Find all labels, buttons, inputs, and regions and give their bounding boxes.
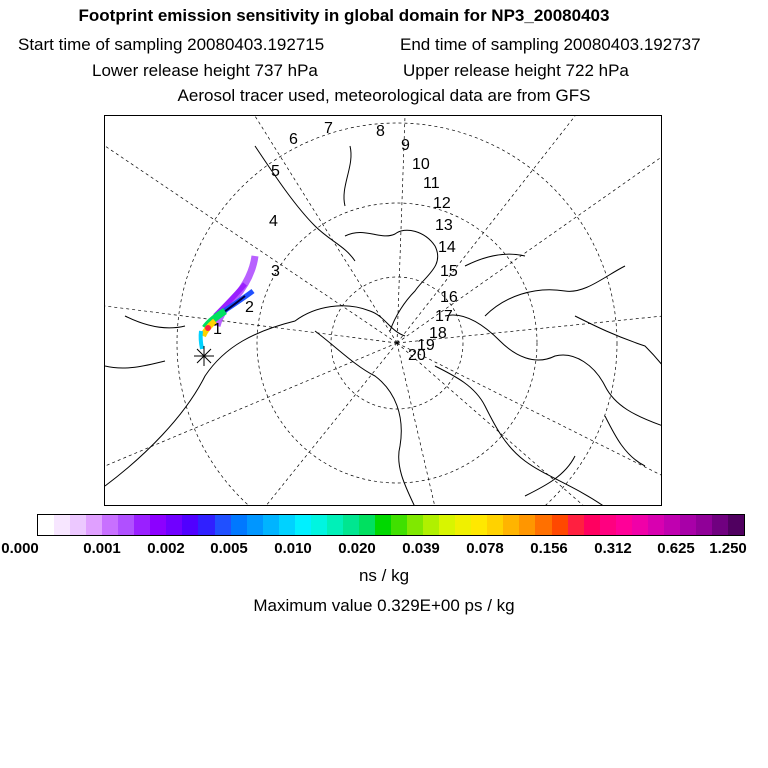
plot-title: Footprint emission sensitivity in global domain for NP3_20080403: [78, 6, 610, 25]
colorbar: [37, 514, 745, 536]
colorbar-swatch: [648, 515, 664, 535]
colorbar-swatch: [231, 515, 247, 535]
colorbar-swatch: [423, 515, 439, 535]
colorbar-swatch: [134, 515, 150, 535]
trajectory-label: 3: [271, 263, 280, 280]
colorbar-tick-label: 0.078: [466, 540, 504, 557]
colorbar-swatch: [552, 515, 568, 535]
trajectory-label: 6: [289, 131, 298, 148]
colorbar-swatch: [728, 515, 744, 535]
trajectory-label: 11: [423, 175, 440, 192]
colorbar-swatch: [198, 515, 214, 535]
colorbar-swatch: [215, 515, 231, 535]
trajectory-label: 20: [408, 347, 426, 364]
trajectory-label: 13: [435, 217, 453, 234]
colorbar-swatch: [616, 515, 632, 535]
colorbar-swatch: [263, 515, 279, 535]
colorbar-swatch: [295, 515, 311, 535]
colorbar-swatch: [102, 515, 118, 535]
trajectory-label: 9: [401, 137, 410, 154]
colorbar-tick-label: 0.002: [147, 540, 185, 557]
colorbar-swatch: [343, 515, 359, 535]
colorbar-swatch: [680, 515, 696, 535]
coastlines: [105, 146, 662, 506]
tracer-note: Aerosol tracer used, meteorological data are from GFS: [177, 86, 591, 105]
colorbar-tick-label: 0.312: [594, 540, 632, 557]
colorbar-swatch: [247, 515, 263, 535]
map-canvas: [105, 116, 662, 506]
colorbar-swatch: [327, 515, 343, 535]
colorbar-swatch: [407, 515, 423, 535]
colorbar-swatch: [86, 515, 102, 535]
colorbar-swatch: [696, 515, 712, 535]
colorbar-swatch: [568, 515, 584, 535]
colorbar-swatch: [584, 515, 600, 535]
trajectory-label: 16: [440, 289, 458, 306]
trajectory-label: 4: [269, 213, 278, 230]
colorbar-units: ns / kg: [358, 566, 410, 585]
trajectory-label: 12: [433, 195, 451, 212]
release-point-star-icon: [194, 346, 214, 366]
end-time-label: End time of sampling 20080403.192737: [400, 35, 701, 54]
colorbar-swatch: [712, 515, 728, 535]
footprint-map: [104, 115, 662, 506]
meridian-lines: [105, 116, 662, 506]
upper-release-height-label: Upper release height 722 hPa: [403, 61, 629, 80]
colorbar-swatch: [471, 515, 487, 535]
colorbar-tick-label: 0.020: [338, 540, 376, 557]
colorbar-tick-label: 0.625: [657, 540, 695, 557]
colorbar-swatch: [54, 515, 70, 535]
colorbar-tick-label: 0.010: [274, 540, 312, 557]
colorbar-swatch: [311, 515, 327, 535]
colorbar-tick-label: 0.000: [1, 540, 39, 557]
colorbar-swatch: [664, 515, 680, 535]
start-time-label: Start time of sampling 20080403.192715: [18, 35, 325, 54]
trajectory-label: 19: [417, 337, 435, 354]
trajectory-label: 5: [271, 163, 280, 180]
colorbar-swatch: [503, 515, 519, 535]
trajectory-label: 2: [245, 299, 254, 316]
colorbar-tick-label: 0.005: [210, 540, 248, 557]
colorbar-swatch: [439, 515, 455, 535]
colorbar-swatch: [359, 515, 375, 535]
colorbar-swatch: [600, 515, 616, 535]
trajectory-label: 10: [412, 156, 430, 173]
colorbar-swatch: [70, 515, 86, 535]
colorbar-swatch: [519, 515, 535, 535]
colorbar-swatch: [391, 515, 407, 535]
colorbar-swatch: [38, 515, 54, 535]
colorbar-swatch: [279, 515, 295, 535]
colorbar-swatch: [487, 515, 503, 535]
colorbar-swatch: [166, 515, 182, 535]
colorbar-swatch: [632, 515, 648, 535]
colorbar-tick-label: 0.156: [530, 540, 568, 557]
trajectory-label: 7: [324, 120, 333, 137]
trajectory-label: 15: [440, 263, 458, 280]
colorbar-swatch: [182, 515, 198, 535]
colorbar-swatch: [535, 515, 551, 535]
colorbar-swatch: [455, 515, 471, 535]
colorbar-swatch: [118, 515, 134, 535]
colorbar-swatch: [150, 515, 166, 535]
trajectory-label: 1: [213, 321, 222, 338]
colorbar-tick-label: 0.039: [402, 540, 440, 557]
lower-release-height-label: Lower release height 737 hPa: [92, 61, 318, 80]
trajectory-label: 18: [429, 325, 447, 342]
maximum-value-label: Maximum value 0.329E+00 ps / kg: [253, 596, 515, 615]
colorbar-swatch: [375, 515, 391, 535]
colorbar-tick-label: 0.001: [83, 540, 121, 557]
trajectory-label: 17: [435, 308, 453, 325]
trajectory-label: 8: [376, 123, 385, 140]
trajectory-label: 14: [438, 239, 456, 256]
colorbar-tick-label: 1.250: [709, 540, 747, 557]
